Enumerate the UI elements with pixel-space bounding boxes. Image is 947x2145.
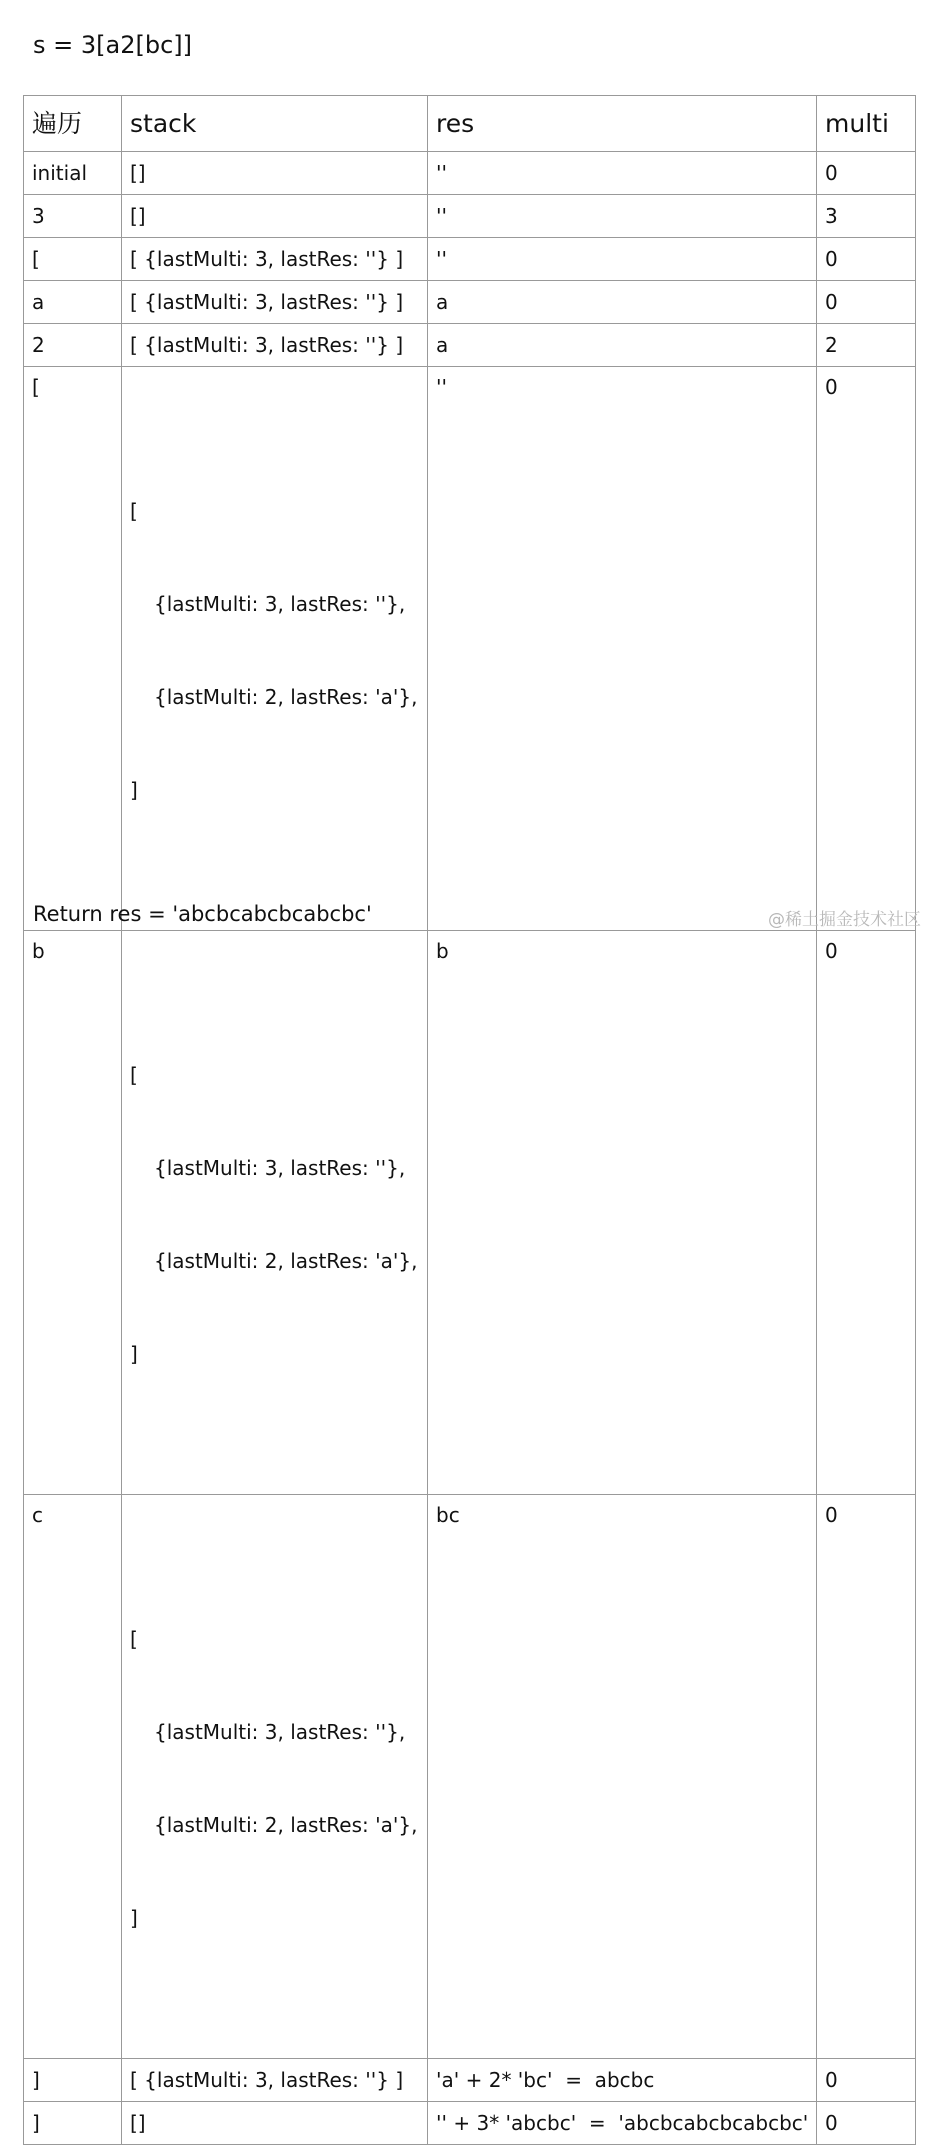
stack-cell: [ {lastMulti: 3, lastRes: ''} ] <box>122 281 428 324</box>
multi-cell: 2 <box>817 324 916 367</box>
table-row <box>24 1495 916 2059</box>
stack-line: [ <box>130 1627 138 1651</box>
stack-line: ] <box>130 1906 138 1930</box>
stack-cell <box>122 367 428 931</box>
stack-line: {lastMulti: 3, lastRes: ''}, <box>154 592 406 616</box>
stack-cell: [ {lastMulti: 3, lastRes: ''} ] <box>122 324 428 367</box>
res-cell: '' + 3* 'abcbc' = 'abcbcabcbcabcbc' <box>428 2102 817 2145</box>
step-cell: 2 <box>24 324 122 367</box>
stack-line: ] <box>130 778 138 802</box>
table-row <box>24 931 916 1495</box>
table-row <box>24 238 916 281</box>
table-row <box>24 195 916 238</box>
table-row <box>24 152 916 195</box>
res-cell: a <box>428 281 817 324</box>
table-row <box>24 367 916 931</box>
stack-line: {lastMulti: 3, lastRes: ''}, <box>154 1720 406 1744</box>
res-cell: '' <box>428 238 817 281</box>
stack-line: [ <box>130 499 138 523</box>
res-cell: '' <box>428 152 817 195</box>
table-row <box>24 324 916 367</box>
multi-cell: 0 <box>817 281 916 324</box>
stack-line: {lastMulti: 3, lastRes: ''}, <box>154 1156 406 1180</box>
step-cell: initial <box>24 152 122 195</box>
stack-line: [ <box>130 1063 138 1087</box>
step-cell: [ <box>24 367 122 931</box>
step-cell: [ <box>24 238 122 281</box>
step-cell: c <box>24 1495 122 2059</box>
res-cell: '' <box>428 195 817 238</box>
multi-cell: 0 <box>817 2102 916 2145</box>
table-row <box>24 2059 916 2102</box>
step-cell: 3 <box>24 195 122 238</box>
column-header-res: res <box>428 96 817 152</box>
stack-cell: [ {lastMulti: 3, lastRes: ''} ] <box>122 238 428 281</box>
table-row <box>24 281 916 324</box>
page-title: s = 3[a2[bc]] <box>33 31 192 59</box>
res-cell: b <box>428 931 817 1495</box>
stack-cell: [ {lastMulti: 3, lastRes: ''} ] <box>122 2059 428 2102</box>
res-cell: bc <box>428 1495 817 2059</box>
table-row <box>24 2102 916 2145</box>
multi-cell: 0 <box>817 238 916 281</box>
multi-cell: 0 <box>817 152 916 195</box>
multi-cell: 0 <box>817 367 916 931</box>
step-cell: b <box>24 931 122 1495</box>
multi-cell: 0 <box>817 931 916 1495</box>
stack-cell <box>122 931 428 1495</box>
multi-cell: 3 <box>817 195 916 238</box>
stack-cell <box>122 1495 428 2059</box>
step-cell: ] <box>24 2102 122 2145</box>
step-cell: a <box>24 281 122 324</box>
column-header-stack: stack <box>122 96 428 152</box>
multi-cell: 0 <box>817 2059 916 2102</box>
res-cell: '' <box>428 367 817 931</box>
trace-table <box>23 95 916 2145</box>
res-cell: 'a' + 2* 'bc' = abcbc <box>428 2059 817 2102</box>
res-cell: a <box>428 324 817 367</box>
watermark: @稀土掘金技术社区 <box>768 910 921 930</box>
step-cell: ] <box>24 2059 122 2102</box>
stack-cell: [] <box>122 2102 428 2145</box>
column-header-multi: multi <box>817 96 916 152</box>
stack-line: {lastMulti: 2, lastRes: 'a'}, <box>154 1249 418 1273</box>
stack-line: {lastMulti: 2, lastRes: 'a'}, <box>154 685 418 709</box>
multi-cell: 0 <box>817 1495 916 2059</box>
column-header-traversal: 遍历 <box>24 96 122 152</box>
return-statement: Return res = 'abcbcabcbcabcbc' <box>33 902 372 926</box>
stack-line: {lastMulti: 2, lastRes: 'a'}, <box>154 1813 418 1837</box>
stack-cell: [] <box>122 195 428 238</box>
stack-cell: [] <box>122 152 428 195</box>
table-header-row <box>24 96 916 152</box>
stack-line: ] <box>130 1342 138 1366</box>
